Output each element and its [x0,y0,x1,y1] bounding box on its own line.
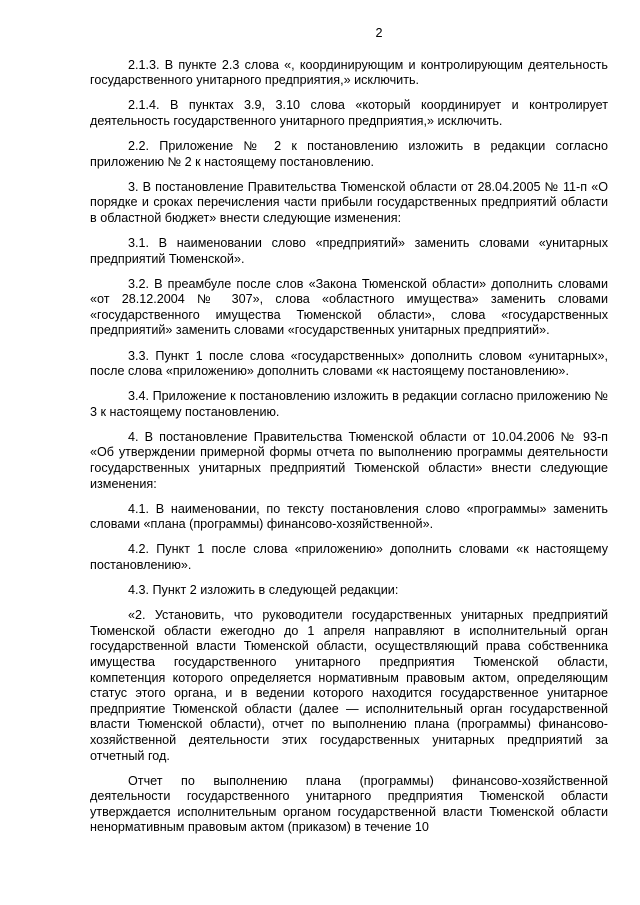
page-number: 2 [375,26,383,40]
paragraph-4-1: 4.1. В наименовании, по тексту постановления слово «программы» заменить словами «плана (программы) финансово-хозяйственной». [90,501,608,532]
paragraph-3-1: 3.1. В наименовании слово «предприятий» заменить словами «унитарных предприятий Тюменской». [90,235,608,266]
paragraph-2-1-4: 2.1.4. В пунктах 3.9, 3.10 слова «который координирует и контролирует деятельность государственного унитарного предприятия,» исключить. [90,98,608,128]
paragraph-3-3: 3.3. Пункт 1 после слова «государственных» дополнить словом «унитарных», после слова «приложению» дополнить словами «к настоящему постановлению». [90,348,608,379]
paragraph-3: 3. В постановление Правительства Тюменской области от 28.04.2005 № 11-п «О порядке и сроках перечисления части прибыли государственных предприятий области в областной бюджет» внести следующие изменения: [90,179,608,225]
paragraph-3-4: 3.4. Приложение к постановлению изложить в редакции согласно приложению № 3 к настоящему постановлению. [90,389,608,419]
paragraph-4-3: 4.3. Пункт 2 изложить в следующей редакции: [128,583,399,598]
paragraph-3-2: 3.2. В преамбуле после слов «Закона Тюменской области» дополнить словами «от 28.12.2004 № 307», слова «областного имущества» заменить словами «государственного имущества Тюменской области», слова «государственных предприятий» заменить словами «государственных унитарных предприятий». [90,276,608,338]
paragraph-4-2: 4.2. Пункт 1 после слова «приложению» дополнить словами «к настоящему постановлению». [90,542,608,573]
paragraph-4: 4. В постановление Правительства Тюменской области от 10.04.2006 № 93-п «Об утверждении примерной формы отчета по выполнению программы деятельности государственных унитарных предприятий Тюменской области» внести следующие изменения: [90,429,608,491]
paragraph-report-approval: Отчет по выполнению плана (программы) финансово-хозяйственной деятельности государственного унитарного предприятия Тюменской области утверждается исполнительным органом государственной власти Тюменской области ненормативным правовым актом (приказом) в течение 10 [90,773,608,835]
paragraph-2-1-3: 2.1.3. В пункте 2.3 слова «, координирующим и контролирующим деятельность государственного унитарного предприятия,» исключить. [90,57,608,88]
paragraph-quoted-item-2: «2. Установить, что руководители государственных унитарных предприятий Тюменской области ежегодно до 1 апреля направляют в исполнительный орган государственной власти Тюменской области, осуществляющий права собственника имущества государственного унитарного предприятия Тюменской области, компетенция которого определяется нормативным правовым актом, определяющим статус этого органа, и в ведении которого находится государственное унитарное предприятие Тюменской области (далее — исполнительный орган государственной власти Тюменской области), отчет по выполнению плана (программы) финансово-хозяйственной деятельности этих государственных унитарных предприятий за отчетный год. [90,608,608,763]
paragraph-2-2: 2.2. Приложение № 2 к постановлению изложить в редакции согласно приложению № 2 к настоящему постановлению. [90,138,608,169]
